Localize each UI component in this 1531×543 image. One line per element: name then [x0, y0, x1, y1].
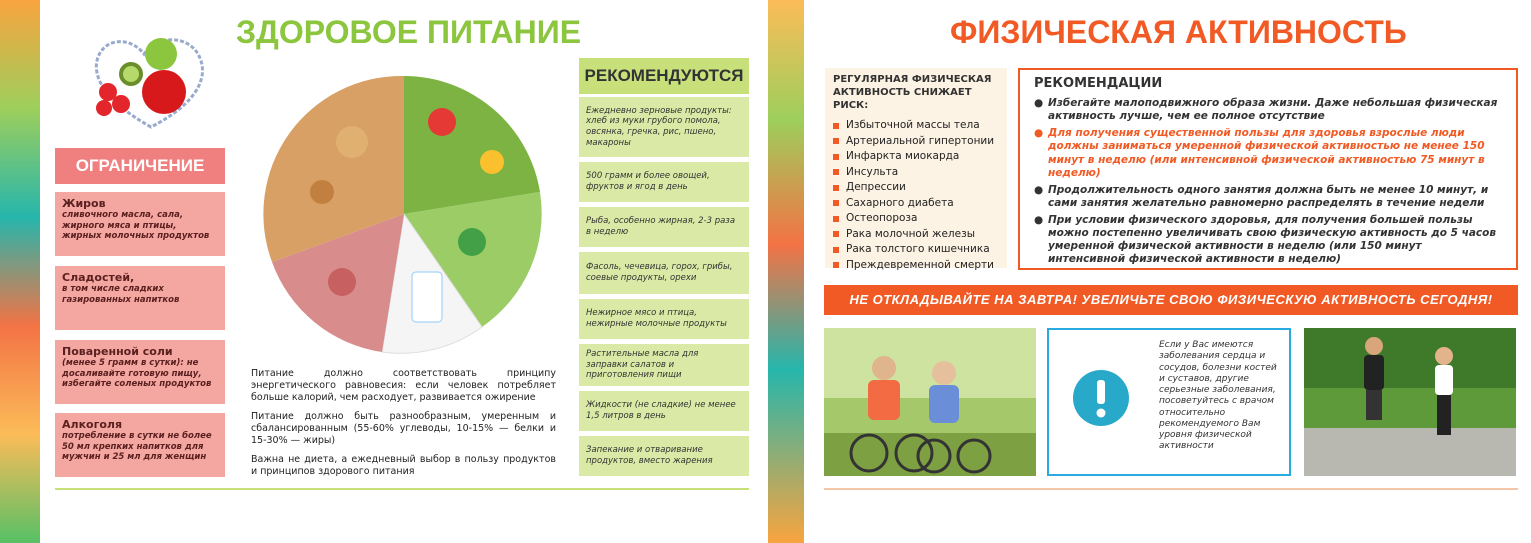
recommend-item: Растительные масла для заправки салатов и приготовления пищи [579, 344, 749, 386]
risk-item [833, 227, 999, 243]
risk-box [825, 68, 1007, 271]
limit-item [55, 266, 225, 330]
risk-item [833, 165, 999, 181]
medical-advice-card [1047, 328, 1291, 476]
risk-list [833, 118, 999, 273]
healthy-eating-title: ЗДОРОВОЕ ПИТАНИЕ [236, 14, 582, 50]
risk-item-label: Сахарного диабета [846, 196, 954, 209]
square-bullet-icon [833, 200, 839, 206]
recommend-item: Запекание и отваривание продуктов, вместо жарения [579, 436, 749, 476]
risk-item-label: Избыточной массы тела [846, 119, 980, 131]
risk-item-label: Инфаркта миокарда [846, 150, 960, 162]
risk-item [833, 149, 999, 165]
joggers-photo [1304, 328, 1516, 476]
bullet-icon: ● [1034, 127, 1044, 140]
limit-heading: ОГРАНИЧЕНИЕ [55, 148, 225, 184]
square-bullet-icon [833, 216, 839, 222]
bullet-icon: ● [1034, 214, 1044, 226]
recommendation-text: Продолжительность одного занятия должна быть не менее 10 минут, и сами занятия желательно равномерно распределять в течение недели [1048, 183, 1489, 209]
square-bullet-icon [833, 154, 839, 160]
square-bullet-icon [833, 231, 839, 237]
square-bullet-icon [833, 247, 839, 253]
nutrition-paragraph: Питание должно соответствовать принципу энергетического равновесия: если человек потребляет больше калорий, чем расходует, развивается ожирение [251, 368, 556, 403]
recommendations-title: РЕКОМЕНДАЦИИ [1034, 76, 1163, 91]
decor-stripe-middle [768, 0, 804, 543]
risk-item-label: Инсульта [846, 165, 899, 178]
limit-item-text: (менее 5 грамм в сутки): не досаливайте готовую пищу, избегайте соленых продуктов [62, 358, 212, 390]
limit-item-title: Жиров [62, 197, 106, 210]
nutrition-paragraph: Питание должно быть разнообразным, умеренным и сбалансированным (55-60% углеводы, 10-15% — белки и 15-30% — жиры) [251, 411, 556, 446]
divider [55, 488, 749, 490]
square-bullet-icon [833, 138, 839, 144]
exclamation-icon [1071, 368, 1131, 428]
call-to-action-banner: НЕ ОТКЛАДЫВАЙТЕ НА ЗАВТРА! УВЕЛИЧЬТЕ СВОЮ ФИЗИЧЕСКУЮ АКТИВНОСТЬ СЕГОДНЯ! [824, 285, 1518, 315]
bullet-icon: ● [1034, 183, 1044, 196]
square-bullet-icon [833, 123, 839, 129]
bullet-icon: ● [1034, 97, 1044, 109]
recommendation-text: При условии физического здоровья, для получения большей пользы можно постепенно увеличивать свою физическую активность до 5 часов умеренной физической активности в неделю (или 150 минут интенсивной физической активности в неделю) [1048, 214, 1496, 266]
risk-title: РЕГУЛЯРНАЯ ФИЗИЧЕСКАЯ АКТИВНОСТЬ СНИЖАЕТ РИСК: [833, 74, 992, 111]
risk-item [833, 196, 999, 212]
risk-item-label: Преждевременной смерти [846, 258, 994, 271]
limit-item-text: потребление в сутки не более 50 мл крепких напитков для мужчин и 25 мл для женщин [62, 431, 212, 463]
square-bullet-icon [833, 262, 839, 268]
divider [824, 488, 1518, 490]
square-bullet-icon [833, 185, 839, 191]
nutrition-paragraph: Важна не диета, а ежедневный выбор в пользу продуктов и принципов здорового питания [251, 454, 556, 477]
recommend-item: Фасоль, чечевица, горох, грибы, соевые продукты, орехи [579, 252, 749, 294]
recommendation-text: Избегайте малоподвижного образа жизни. Даже небольшая физическая активность лучше, чем ее полное отсутствие [1048, 97, 1498, 123]
elderly-cyclists-photo [824, 328, 1036, 476]
recommend-item: Нежирное мясо и птица, нежирные молочные продукты [579, 299, 749, 339]
risk-item-label: Артериальной гипертонии [846, 134, 995, 147]
fruit-heart-illustration [86, 32, 216, 134]
limit-item-title: Поваренной соли [62, 345, 173, 358]
recommend-item: Жидкости (не сладкие) не менее 1,5 литров в день [579, 391, 749, 431]
recommendations-box [1018, 68, 1518, 270]
risk-item [833, 118, 999, 134]
recommend-item: 500 грамм и более овощей, фруктов и ягод в день [579, 162, 749, 202]
limit-item-text: сливочного масла, сала, жирного мяса и птицы, жирных молочных продуктов [62, 210, 210, 242]
risk-item [833, 211, 999, 227]
risk-item [833, 180, 999, 196]
limit-item [55, 340, 225, 404]
risk-item-label: Остеопороза [846, 212, 918, 224]
square-bullet-icon [833, 169, 839, 175]
physical-activity-title: ФИЗИЧЕСКАЯ АКТИВНОСТЬ [950, 14, 1407, 50]
recommendation-text: Для получения существенной пользы для здоровья взрослые люди должны заниматься умеренной физической активностью не менее 150 минут в неделю (или интенсивной физической активностью 75 минут в неделю) [1048, 127, 1485, 179]
risk-item-label: Рака молочной железы [846, 227, 975, 240]
decor-stripe-left [0, 0, 40, 543]
risk-item-label: Рака толстого кишечника [846, 243, 990, 255]
limit-item-title: Сладостей, [62, 271, 135, 284]
risk-item [833, 134, 999, 150]
limit-item [55, 413, 225, 477]
risk-item [833, 242, 999, 258]
medical-advice-text: Если у Вас имеются заболевания сердца и сосудов, болезни костей и суставов, другие серьезные заболевания, посоветуйтесь с врачом относительно рекомендуемого Вам уровня физической активности [1159, 340, 1277, 452]
recommendation-item [1034, 127, 1502, 180]
limit-item-text: в том числе сладких газированных напитков [62, 284, 180, 305]
recommendation-item [1034, 214, 1502, 267]
recommend-item: Рыба, особенно жирная, 2-3 раза в неделю [579, 207, 749, 247]
recommendation-item [1034, 97, 1502, 123]
risk-item [833, 258, 999, 274]
food-pyramid-pie [262, 72, 546, 356]
limit-item [55, 192, 225, 256]
limit-item-title: Алкоголя [62, 418, 123, 431]
recommendation-item [1034, 184, 1502, 210]
recommend-heading: РЕКОМЕНДУЮТСЯ [579, 58, 749, 94]
recommend-item: Ежедневно зерновые продукты: хлеб из муки грубого помола, овсянка, гречка, рис, пшено, макароны [579, 97, 749, 157]
risk-item-label: Депрессии [846, 181, 906, 193]
